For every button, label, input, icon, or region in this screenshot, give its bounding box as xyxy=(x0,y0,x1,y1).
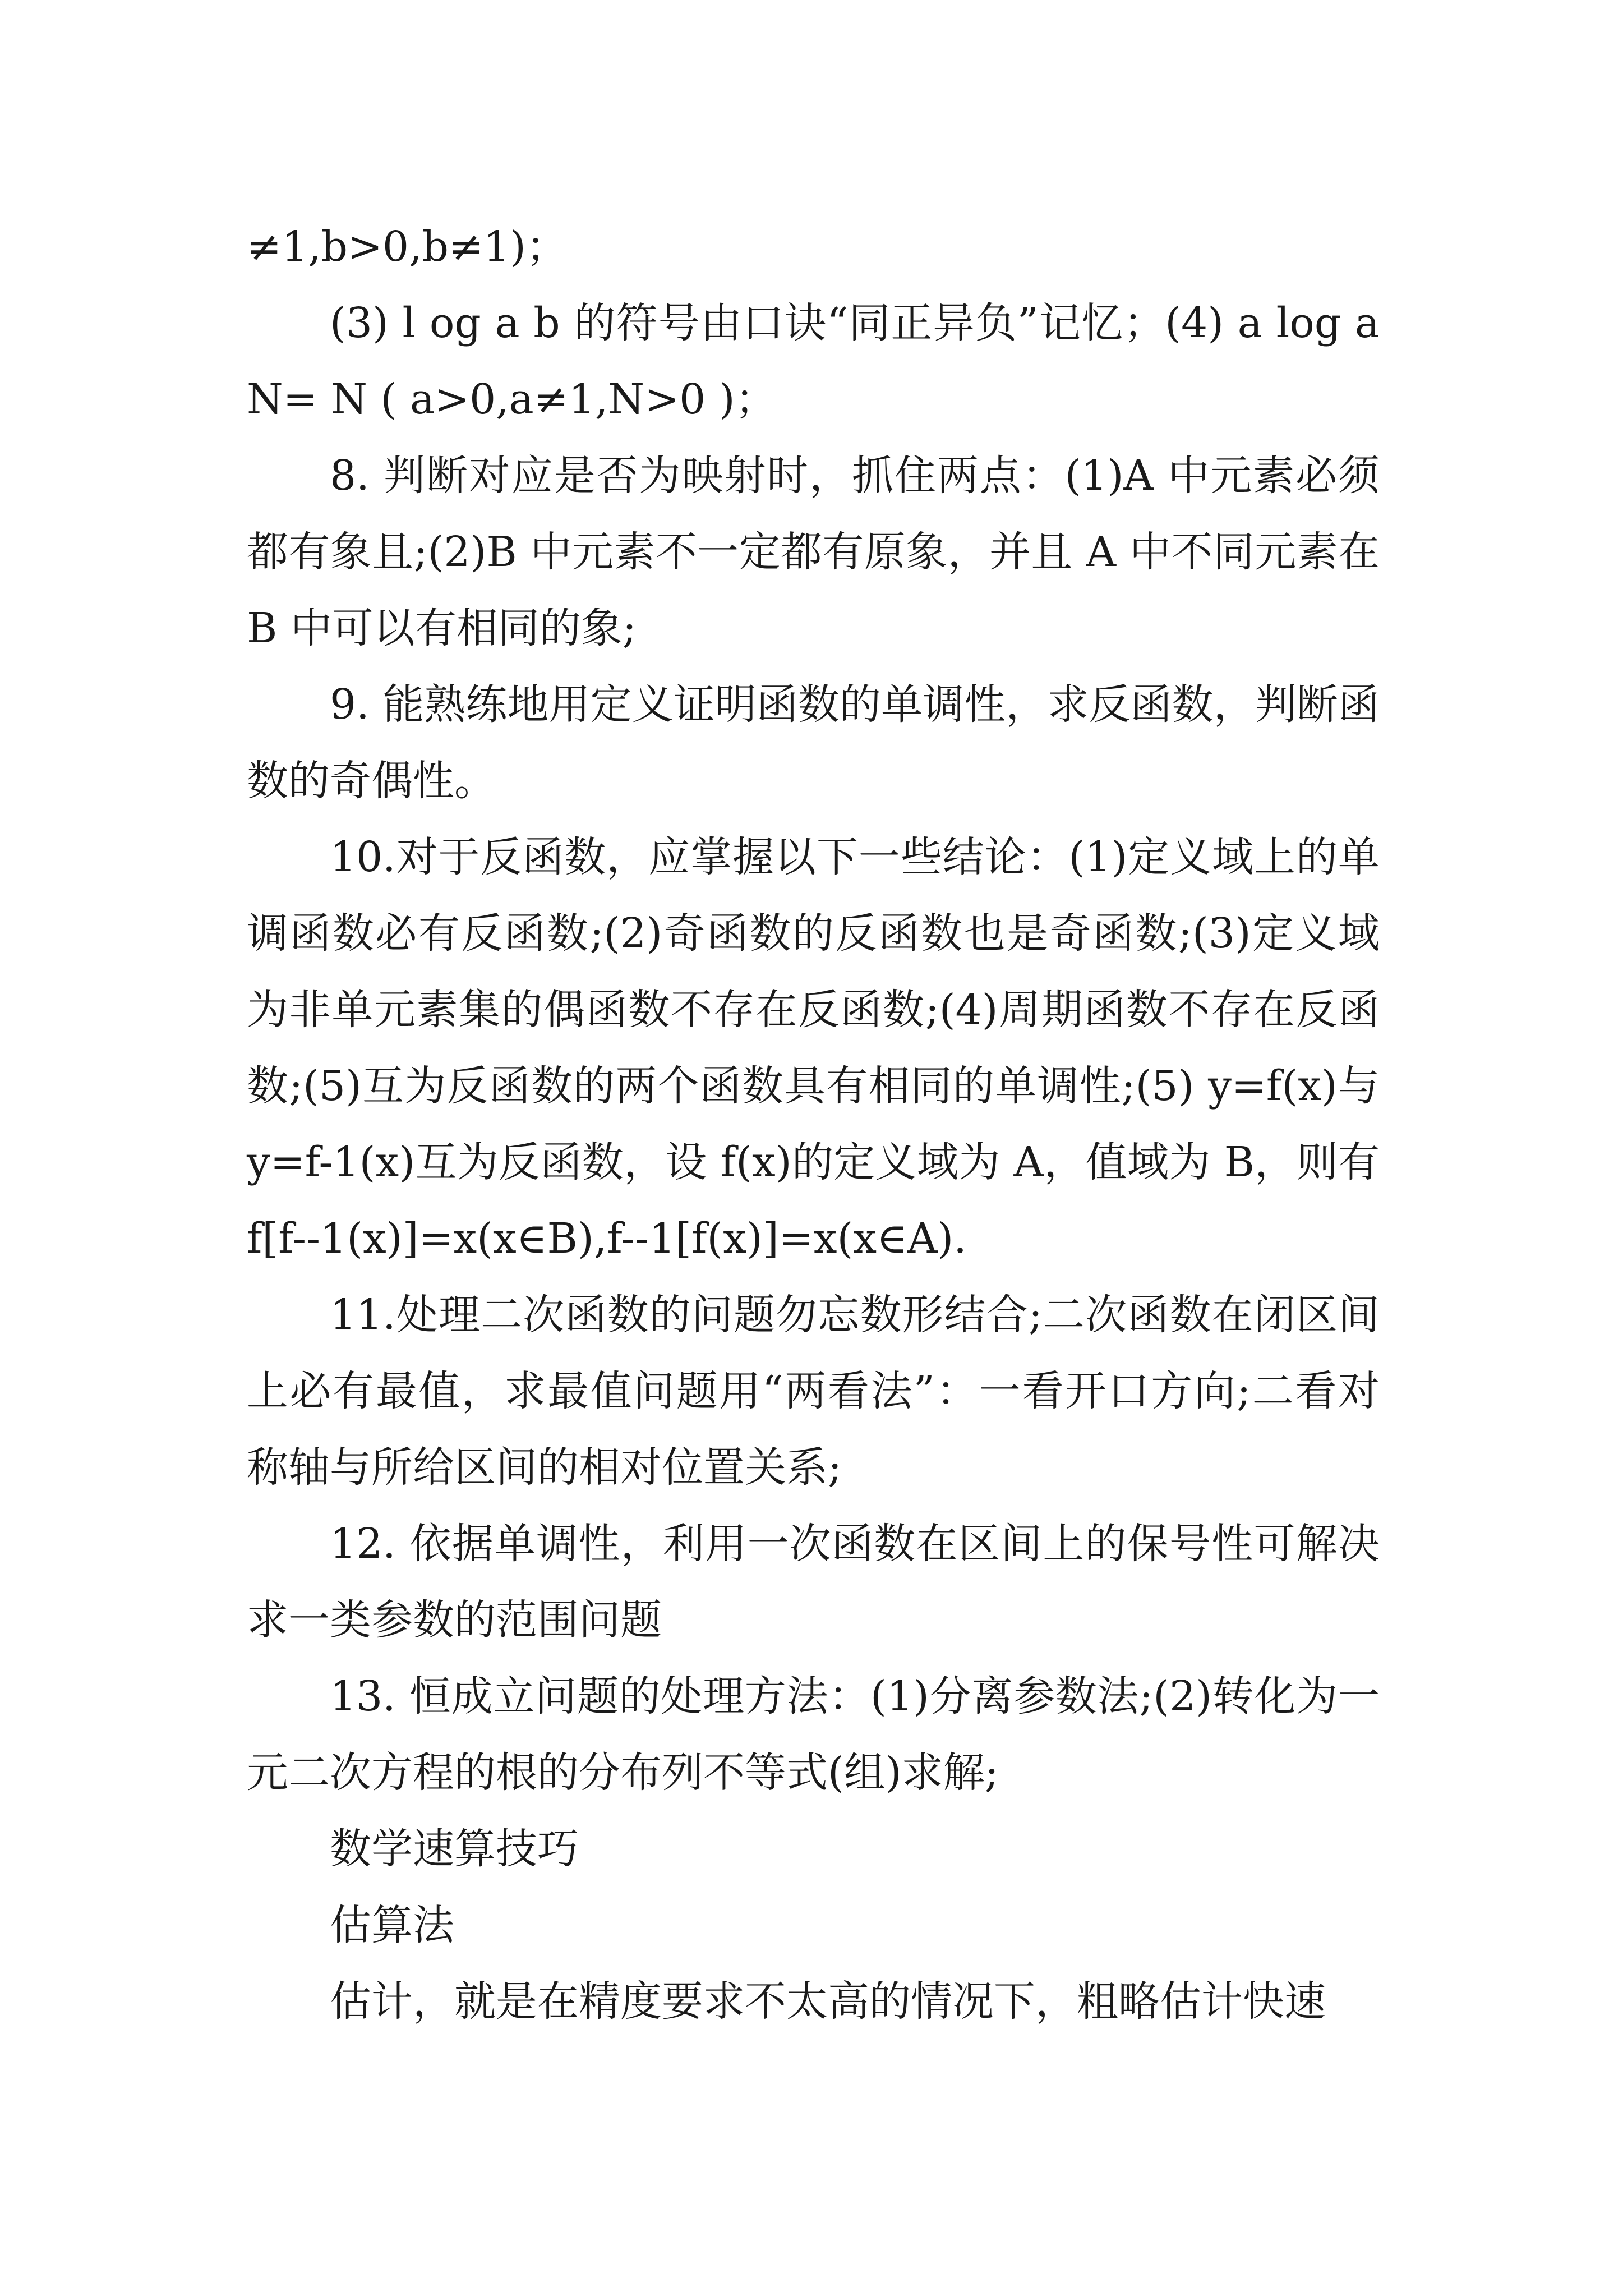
subsection-heading: 估算法 xyxy=(330,1901,454,1949)
document-body xyxy=(247,209,1380,2040)
paragraph-estimation: 估计，就是在精度要求不太高的情况下，粗略估计快速 xyxy=(330,1977,1326,2026)
paragraph-item-9: 9. 能熟练地用定义证明函数的单调性，求反函数，判断函数的奇偶性。 xyxy=(247,680,1380,805)
paragraph-item-10: 10.对于反函数，应掌握以下一些结论：(1)定义域上的单调函数必有反函数;(2)奇函数的反函数也是奇函数;(3)定义域为非单元素集的偶函数不存在反函数;(4)周期函数不存在反函数;(5)互为反函数的两个函数具有相同的单调性;(5) y=f(x)与 y=f-1(x)互为反函数，设 f(x)的定义域为 A，值域为 B，则有 f[f--1(x)]=x(x∈B),f--1[f(x)]=x(x∈A). xyxy=(247,833,1380,1263)
paragraph-log-sign-rule: (3) l og a b 的符号由口诀“同正异负”记忆；(4) a log a N= N ( a>0,a≠1,N>0 )； xyxy=(247,299,1380,424)
paragraph-item-12: 12. 依据单调性，利用一次函数在区间上的保号性可解决求一类参数的范围问题 xyxy=(247,1520,1380,1644)
section-heading: 数学速算技巧 xyxy=(330,1825,579,1873)
paragraph-continuation: ≠1,b>0,b≠1)； xyxy=(247,223,568,271)
paragraph-item-8: 8. 判断对应是否为映射时，抓住两点：(1)A 中元素必须都有象且;(2)B 中元素不一定都有原象，并且 A 中不同元素在 B 中可以有相同的象; xyxy=(247,452,1380,652)
paragraph-item-13: 13. 恒成立问题的处理方法：(1)分离参数法;(2)转化为一元二次方程的根的分布列不等式(组)求解; xyxy=(247,1672,1380,1797)
paragraph-item-11: 11.处理二次函数的问题勿忘数形结合;二次函数在闭区间上必有最值，求最值问题用“两看法”：一看开口方向;二看对称轴与所给区间的相对位置关系; xyxy=(247,1291,1380,1492)
